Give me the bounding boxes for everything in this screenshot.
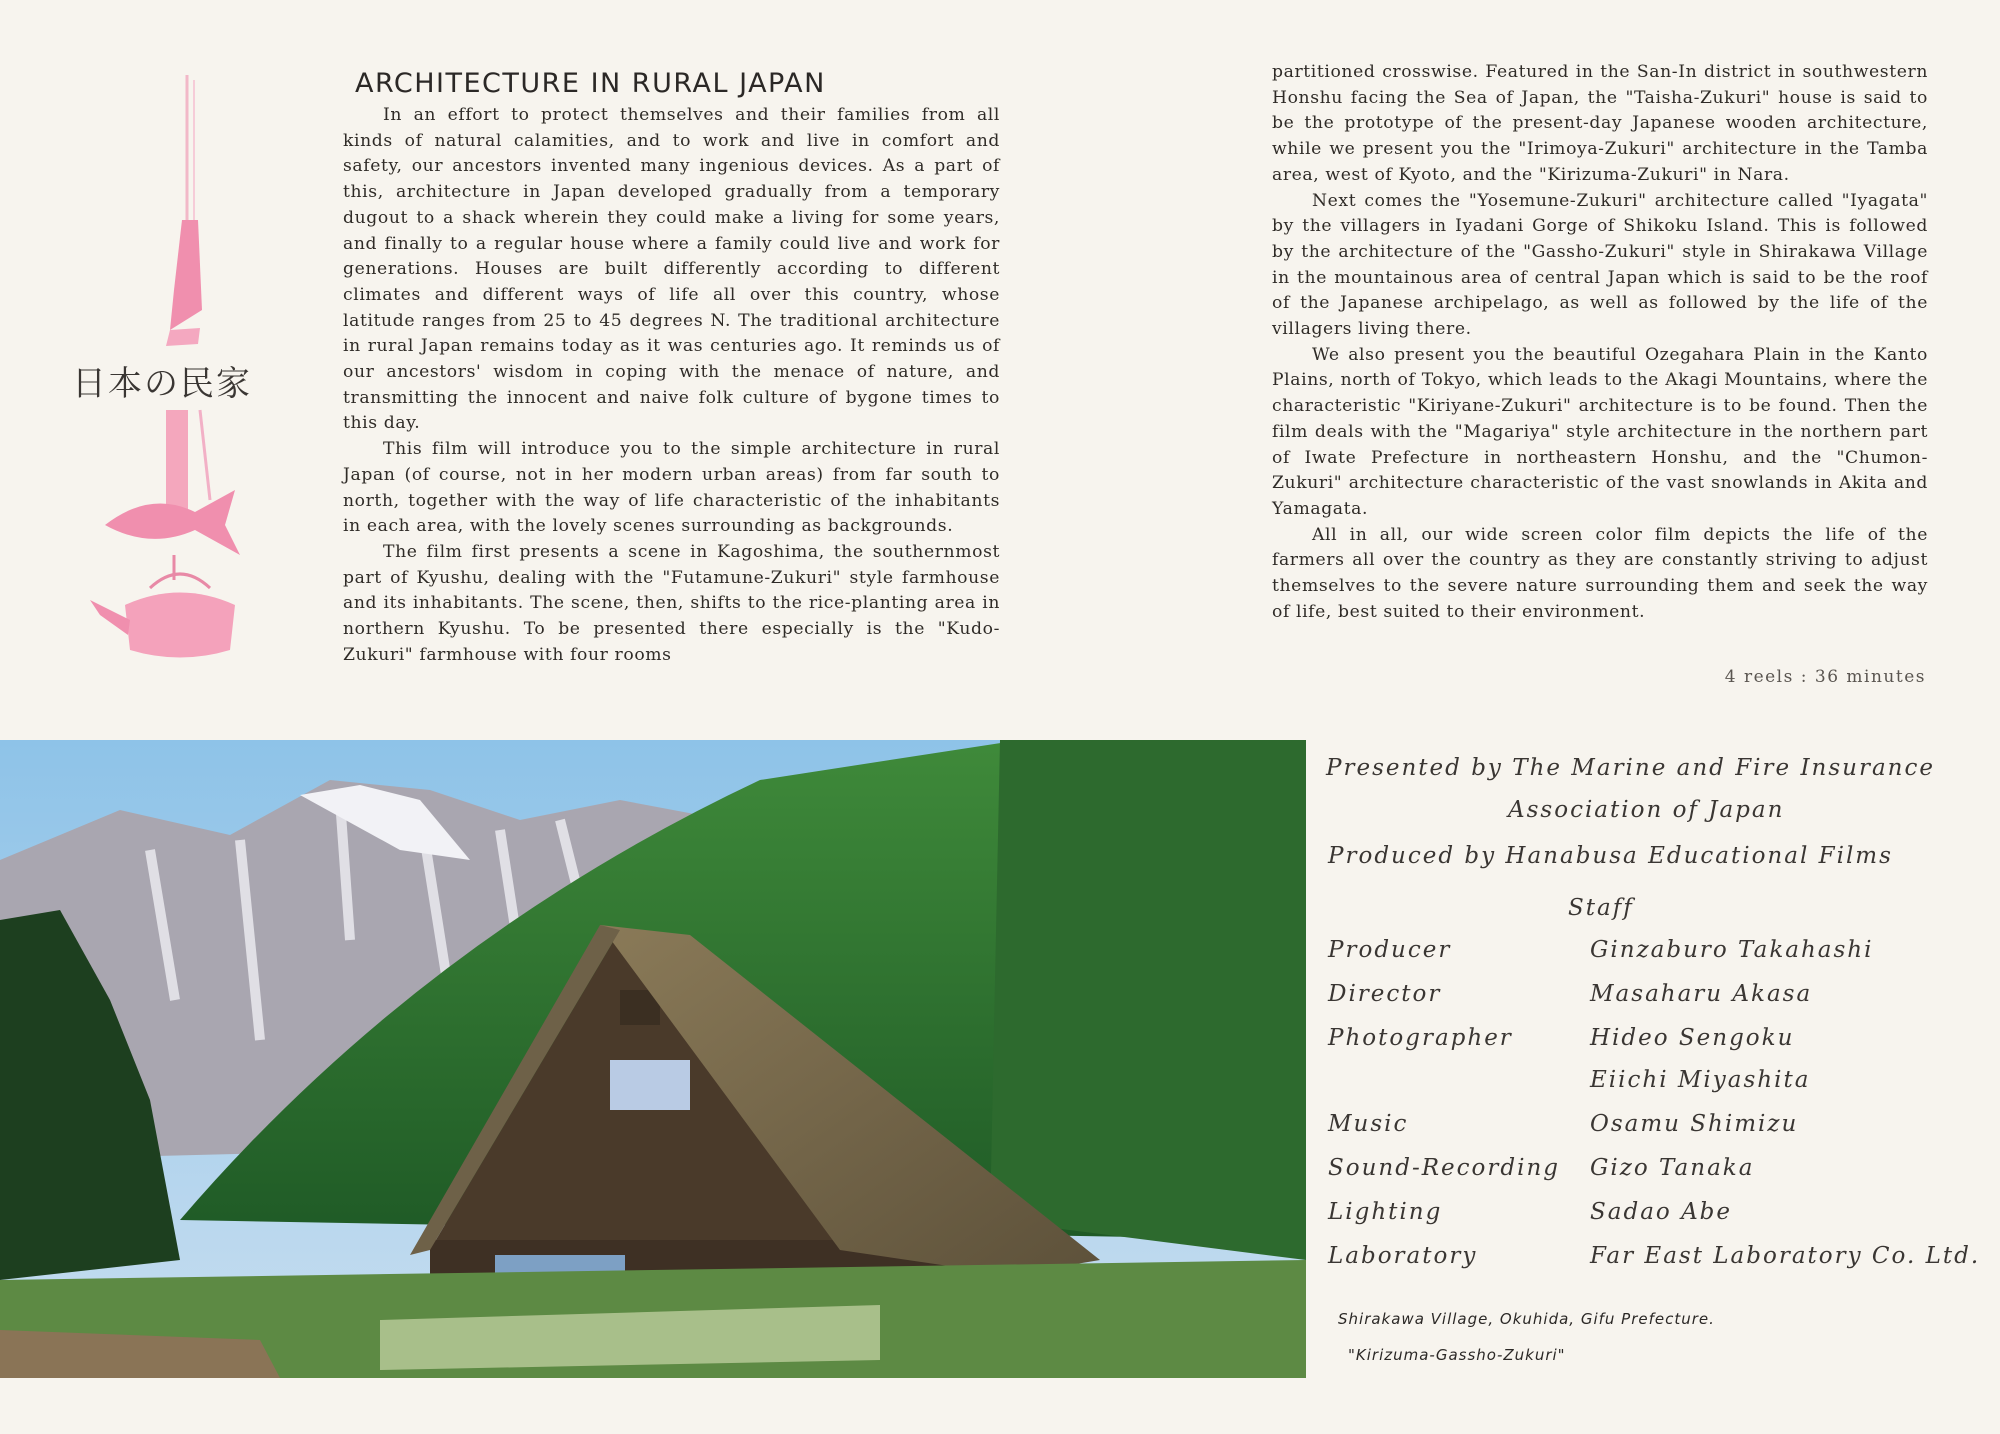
staff-heading: Staff [1568,895,1634,921]
staff-name: Masaharu Akasa [1590,981,1813,1007]
paragraph: partitioned crosswise. Featured in the San-In district in southwestern Honshu facing the Sea of Japan, the "Taisha-Zukuri" house is said to be the prototype of the present-day Japanese wooden architecture, while we present you the "Irimoya-Zukuri" architecture in the Tamba area, west of Kyoto, and the "Kirizuma-Zukuri" in Nara. [1272,62,1928,185]
paragraph: All in all, our wide screen color film depicts the life of the farmers all over the country as they are constantly striving to adjust themselves to the severe nature surrounding them and seek the way of life, best suited to their environment. [1272,524,1928,622]
page-title: ARCHITECTURE IN RURAL JAPAN [355,68,826,100]
staff-role: Sound-Recording [1328,1155,1560,1181]
photo-caption-subtitle: "Kirizuma-Gassho-Zukuri" [1348,1346,1566,1364]
staff-name: Sadao Abe [1590,1199,1733,1225]
paragraph: This film will introduce you to the simple architecture in rural Japan (of course, not in her modern urban areas) from far south to north, together with the way of life characteristic of the inhabitants in each area, with the lovely scenes surrounding as backgrounds. [343,439,1000,537]
staff-role: Music [1328,1111,1409,1137]
paragraph: The film first presents a scene in Kagoshima, the southernmost part of Kyushu, dealing with the "Futamune-Zukuri" style farmhouse and its inhabitants. The scene, then, shifts to the rice-planting area in northern Kyushu. To be presented there especially is the "Kudo-Zukuri" farmhouse with four rooms [343,541,1000,665]
photo-caption: Shirakawa Village, Okuhida, Gifu Prefecture. [1338,1310,1715,1328]
staff-role: Lighting [1328,1199,1443,1225]
staff-name: Osamu Shimizu [1590,1111,1799,1137]
paragraph: We also present you the beautiful Ozegahara Plain in the Kanto Plains, north of Tokyo, which leads to the Akagi Mountains, where the characteristic "Kiriyane-Zukuri" architecture is to be found. Then the film deals with the "Magariya" style architecture in the northern part of Iwate Prefecture in northeastern Honshu, and the "Chumon-Zukuri" architecture characteristic of the vast snowlands in Akita and Yamagata. [1272,344,1928,519]
staff-name: Eiichi Miyashita [1590,1067,1811,1093]
produced-by-line: Produced by Hanabusa Educational Films [1328,843,1893,869]
staff-role: Photographer [1328,1025,1513,1051]
presented-by-line-2: Association of Japan [1508,797,1785,823]
staff-role: Laboratory [1328,1243,1478,1269]
paragraph: Next comes the "Yosemune-Zukuri" architecture called "Iyagata" by the villagers in Iyadani Gorge of Shikoku Island. This is followed by the architecture of the "Gassho-Zukuri" style in Shirakawa Village in the mountainous area of central Japan which is said to be the roof of the Japanese archipelago, as well as followed by the life of the villagers living there. [1272,190,1928,340]
left-text-column [343,103,1000,668]
staff-name: Far East Laboratory Co. Ltd. [1590,1243,1981,1269]
right-text-column [1272,60,1928,625]
staff-name: Hideo Sengoku [1590,1025,1795,1051]
paragraph: In an effort to protect themselves and their families from all kinds of natural calamities, and to work and live in comfort and safety, our ancestors invented many ingenious devices. As a part of this, architecture in Japan developed gradually from a temporary dugout to a shack wherein they could make a living for some years, and finally to a regular house where a family could live and work for generations. Houses are built differently according to different climates and different ways of life all over this country, whose latitude ranges from 25 to 45 degrees N. The traditional architecture in rural Japan remains today as it was centuries ago. It reminds us of our ancestors' wisdom in coping with the menace of nature, and transmitting the innocent and naive folk culture of bygone times to this day. [343,105,1000,434]
reels-duration: 4 reels : 36 minutes [1724,667,1926,687]
staff-role: Producer [1328,937,1452,963]
farmhouse-photo [0,740,1306,1378]
staff-name: Ginzaburo Takahashi [1590,937,1874,963]
staff-name: Gizo Tanaka [1590,1155,1755,1181]
staff-role: Director [1328,981,1442,1007]
japanese-title: 日本の民家 [72,364,252,404]
presented-by-line: Presented by The Marine and Fire Insurance [1326,755,1935,781]
